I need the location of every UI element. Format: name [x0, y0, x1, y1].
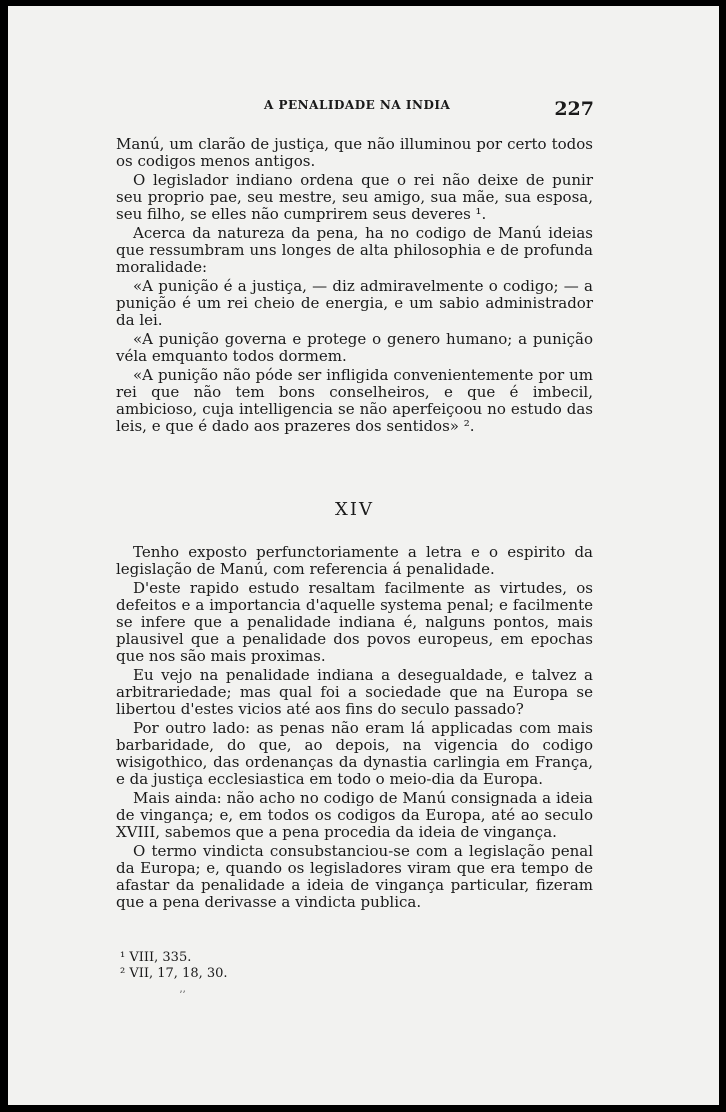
paragraph: Eu vejo na penalidade indiana a desegualdade, e talvez a arbitrariedade; mas qual foi a sociedade que na Europa se libertou d'estes vicios até aos fins do seculo passado? — [116, 666, 593, 718]
running-title: A PENALIDADE NA INDIA — [264, 98, 451, 112]
paragraph: O termo vindicta consubstanciou-se com a legislação penal da Europa; e, quando os legisladores viram que era tempo de afastar da penalidade a ideia de vingança particular, fizeram que a pena derivasse a vindicta publica. — [116, 842, 593, 911]
paragraph: O legislador indiano ordena que o rei não deixe de punir seu proprio pae, seu mestre, seu amigo, sua mãe, sua esposa, seu filho, se elles não cumprirem seus deveres ¹. — [116, 171, 593, 223]
paragraph: Mais ainda: não acho no codigo de Manú consignada a ideia de vingança; e, em todos os codigos da Europa, até ao seculo XVIII, sabemos que a pena procedia da ideia de vingança. — [116, 789, 593, 841]
text-block-bottom — [116, 544, 593, 913]
page-header — [104, 98, 604, 124]
text-block-top — [116, 136, 593, 437]
footnotes — [120, 950, 420, 982]
paragraph: Por outro lado: as penas não eram lá applicadas com mais barbaridade, do que, ao depois, na vigencia do codigo wisigothico, das ordenanças da dynastia carlingia em França, e da justiça ecclesiastica em todo o meio-dia da Europa. — [116, 719, 593, 788]
footnote: ² VII, 17, 18, 30. — [120, 966, 228, 981]
book-page — [8, 6, 719, 1105]
paragraph: Acerca da natureza da pena, ha no codigo de Manú ideias que ressumbram uns longes de alta philosophia e de profunda moralidade: — [116, 224, 593, 276]
paragraph: Tenho exposto perfunctoriamente a letra e o espirito da legislação de Manú, com referencia á penalidade. — [116, 543, 593, 578]
paragraph: «A punição governa e protege o genero humano; a punição véla emquanto todos dormem. — [116, 330, 593, 365]
footnote: ¹ VIII, 335. — [120, 950, 192, 965]
page-number: 227 — [554, 98, 594, 120]
paragraph: D'este rapido estudo resaltam facilmente as virtudes, os defeitos e a importancia d'aquelle systema penal; e facilmente se infere que a penalidade indiana é, nalguns pontos, mais plausivel que a penalidade dos povos europeus, em epochas que nos são mais proximas. — [116, 579, 593, 665]
paragraph: Manú, um clarão de justiça, que não illuminou por certo todos os codigos menos antigos. — [116, 135, 593, 170]
paragraph: «A punição é a justiça, — diz admiravelmente o codigo; — a punição é um rei cheio de energia, e um sabio administrador da lei. — [116, 277, 593, 329]
paragraph: «A punição não póde ser infligida convenientemente por um rei que não tem bons conselheiros, e que é imbecil, ambicioso, cuja intelligencia se não aperfeiçoou no estudo das leis, e que é dado aos prazeres dos sentidos» ². — [116, 366, 593, 435]
section-heading: XIV — [335, 499, 374, 520]
stray-print-mark: ʼʼ — [179, 990, 186, 1001]
